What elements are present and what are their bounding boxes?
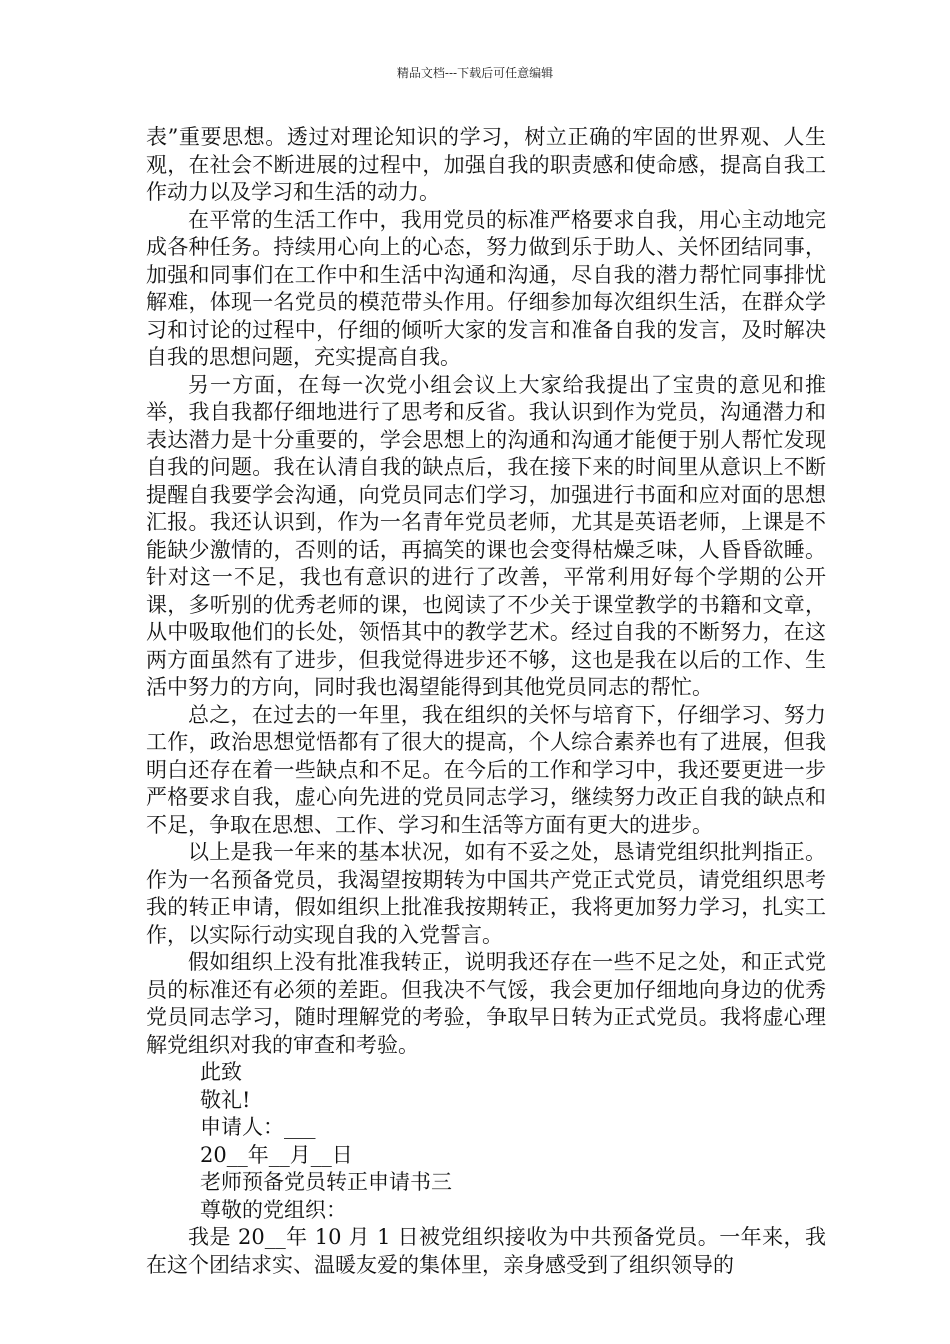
paragraph-final: 我是 20__年 10 月 1 日被党组织接收为中共预备党员。一年来，我在这个团结求实、温暖友爱的集体里，亲身感受到了组织领导的 <box>146 1225 826 1277</box>
paragraph-1: 表”重要思想。透过对理论知识的学习，树立正确的牢固的世界观、人生观，在社会不断进展的过程中，加强自我的职责感和使命感，提高自我工作动力以及学习和生活的动力。 <box>146 125 826 204</box>
paragraph-3: 另一方面，在每一次党小组会议上大家给我提出了宝贵的意见和推举，我自我都仔细地进行了思考和反省。我认识到作为党员，沟通潜力和表达潜力是十分重要的，学会思想上的沟通和沟通才能便于别人帮忙发现自我的问题。我在认清自我的缺点后，我在接下来的时间里从意识上不断提醒自我要学会沟通，向党员同志们学习，加强进行书面和应对面的思想汇报。我还认识到，作为一名青年党员老师，尤其是英语老师，上课是不能缺少激情的，否则的话，再搞笑的课也会变得枯燥乏味，人昏昏欲睡。针对这一不足，我也有意识的进行了改善，平常利用好每个学期的公开课，多听别的优秀老师的课，也阅读了不少关于课堂教学的书籍和文章，从中吸取他们的长处，领悟其中的教学艺术。经过自我的不断努力，在这两方面虽然有了进步，但我觉得进步还不够，这也是我在以后的工作、生活中努力的方向，同时我也渴望能得到其他党员同志的帮忙。 <box>146 372 826 699</box>
date-line: 20__年__月__日 <box>200 1142 353 1167</box>
closing-regards: 敬礼! <box>200 1087 251 1112</box>
paragraph-6: 假如组织上没有批准我转正，说明我还存在一些不足之处，和正式党员的标准还有必须的差距。但我决不气馁，我会更加仔细地向身边的优秀党员同志学习，随时理解党的考验，争取早日转为正式党员。我将虚心理解党组织对我的审查和考验。 <box>146 950 826 1057</box>
paragraph-2: 在平常的生活工作中，我用党员的标准严格要求自我，用心主动地完成各种任务。持续用心向上的心态，努力做到乐于助人、关怀团结同事，加强和同事们在工作中和生活中沟通和沟通，尽自我的潜力帮忙同事排忧解难，体现一名党员的模范带头作用。仔细参加每次组织生活，在群众学习和讨论的过程中，仔细的倾听大家的发言和准备自我的发言，及时解决自我的思想问题，充实提高自我。 <box>146 207 826 369</box>
closing-salutation: 此致 <box>200 1060 242 1084</box>
applicant-line: 申请人：___ <box>200 1115 316 1139</box>
section-title: 老师预备党员转正申请书三 <box>200 1170 452 1194</box>
paragraph-4: 总之，在过去的一年里，我在组织的关怀与培育下，仔细学习、努力工作，政治思想觉悟都有了很大的提高，个人综合素养也有了进展，但我明白还存在着一些缺点和不足。在今后的工作和学习中，我还要更进一步严格要求自我，虚心向先进的党员同志学习，继续努力改正自我的缺点和不足，争取在思想、工作、学习和生活等方面有更大的进步。 <box>146 702 826 837</box>
page-header: 精品文档---下载后可任意编辑 <box>396 66 554 80</box>
paragraph-5: 以上是我一年来的基本状况，如有不妥之处，恳请党组织批判指正。作为一名预备党员，我渴望按期转为中国共产党正式党员，请党组织思考我的转正申请，假如组织上批准我按期转正，我将更加努力学习，扎实工作，以实际行动实现自我的入党誓言。 <box>146 840 826 947</box>
greeting-line: 尊敬的党组织： <box>200 1197 347 1222</box>
document-body <box>146 124 826 1279</box>
